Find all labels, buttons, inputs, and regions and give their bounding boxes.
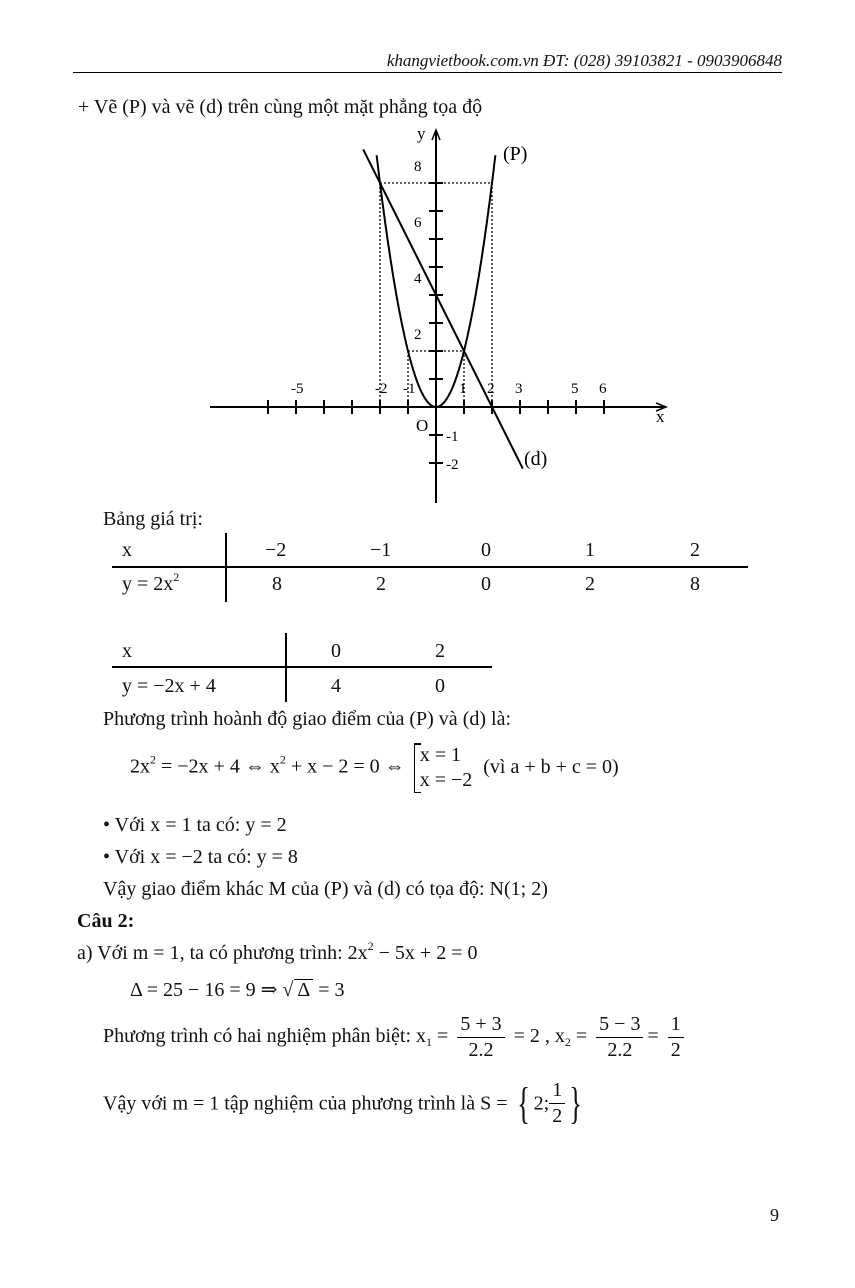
fraction-x2-value xyxy=(668,1014,684,1061)
table-cell: 1 xyxy=(585,539,595,561)
solution-set-line xyxy=(103,1080,586,1127)
delta-line: Δ = 25 − 16 = 9 ⇒ √ Δ = 3 xyxy=(130,979,345,1001)
table-divider xyxy=(225,533,227,602)
origin-label: O xyxy=(416,416,429,435)
y-tick-label: -2 xyxy=(446,457,459,473)
x-tick-label: -5 xyxy=(291,381,304,397)
sqrt-radicand: Δ xyxy=(294,979,313,1000)
eq-part: = −2x + 4 ⇔ x xyxy=(156,755,280,778)
fraction-x1 xyxy=(457,1014,504,1061)
denominator: 2.2 xyxy=(468,1039,494,1061)
table-cell: 0 xyxy=(435,675,445,697)
conclusion-1: Vậy giao điểm khác M của (P) và (d) có tọa độ: N(1; 2) xyxy=(103,878,548,900)
numerator: 5 − 3 xyxy=(596,1014,643,1038)
part-a-line: a) Với m = 1, ta có phương trình: $2x^2 - 5x + 2 = 0$ xyxy=(77,939,478,964)
x-tick-label: 2 xyxy=(487,381,495,397)
eq-part: 2x xyxy=(130,755,150,778)
x-tick-label: 6 xyxy=(599,381,607,397)
denominator: 2 xyxy=(552,1105,563,1127)
eq-part: + x − 2 = 0 ⇔ xyxy=(285,755,405,778)
solution-1: x = 1 xyxy=(419,744,461,766)
denominator: 2.2 xyxy=(607,1039,633,1061)
intersection-equation: $2x^2 = -2x + 4$ ⇔ $x^2 + x - 2 = 0$ ⇔ x = 1 x = −2 (vì a + b + c = 0) xyxy=(130,744,619,791)
left-brace: { xyxy=(516,1078,530,1128)
parabola-label: (P) xyxy=(503,143,528,165)
text: − 5x + 2 = 0 xyxy=(373,942,478,964)
x-tick-label: 1 xyxy=(459,381,467,397)
table-cell: −2 xyxy=(265,539,287,561)
table-cell: 2 xyxy=(690,539,700,561)
table-cell: 2 xyxy=(376,573,386,595)
table-cell: −1 xyxy=(370,539,392,561)
row-header-y: $y = 2x^2$ xyxy=(122,570,180,595)
eq-note: (vì a + b + c = 0) xyxy=(483,755,619,778)
y-tick-label: 4 xyxy=(414,271,422,287)
y-tick-label: 6 xyxy=(414,215,422,231)
table-cell: 2 xyxy=(435,640,445,662)
numerator: 1 xyxy=(549,1080,565,1104)
table-cell: 4 xyxy=(331,675,341,697)
text: = 3 xyxy=(313,979,345,1001)
header-text: khangvietbook.com.vn ĐT: (028) 39103821 - 0903906848 xyxy=(386,51,782,70)
x-tick-label: -2 xyxy=(375,381,388,397)
x-axis-label: x xyxy=(656,407,665,426)
y-tick-label: 8 xyxy=(414,159,422,175)
y-axis-label: y xyxy=(417,124,426,143)
x-tick-label: -1 xyxy=(403,381,416,397)
row-header-y-text: y = 2x xyxy=(122,573,174,595)
text: Vậy với m = 1 tập nghiệm của phương trình là S = xyxy=(103,1092,513,1115)
table-rule xyxy=(112,666,492,668)
table-divider xyxy=(285,633,287,702)
set-element: 2; xyxy=(533,1092,550,1115)
row-header-x: x xyxy=(122,539,132,561)
line-d xyxy=(363,149,523,468)
row-header-y: y = −2x + 4 xyxy=(122,675,216,697)
coordinate-graph xyxy=(0,0,855,520)
fraction-half xyxy=(549,1080,565,1127)
solution-2: x = −2 xyxy=(419,769,473,791)
numerator: 5 + 3 xyxy=(457,1014,504,1038)
table-cell: 8 xyxy=(690,573,700,595)
page-number: 9 xyxy=(770,1205,779,1225)
intro-text: + Vẽ (P) và vẽ (d) trên cùng một mặt phẳng tọa độ xyxy=(78,96,483,118)
text: = 2 , x xyxy=(513,1025,565,1048)
text: a) Với m = 1, ta có phương trình: 2x xyxy=(77,942,368,964)
table-caption: Bảng giá trị: xyxy=(103,508,203,530)
table-cell: 8 xyxy=(272,573,282,595)
intersection-intro: Phương trình hoành độ giao điểm của (P) và (d) là: xyxy=(103,708,511,730)
right-brace: } xyxy=(569,1078,583,1128)
table-cell: 0 xyxy=(481,539,491,561)
x-tick-label: 5 xyxy=(571,381,579,397)
table-cell: 2 xyxy=(585,573,595,595)
table-rule xyxy=(112,566,748,568)
text: Phương trình có hai nghiệm phân biệt: x xyxy=(103,1025,427,1048)
table-cell: 0 xyxy=(331,640,341,662)
bullet-2: • Với x = −2 ta có: y = 8 xyxy=(103,846,298,868)
x-tick-label: 3 xyxy=(515,381,523,397)
fraction-x2 xyxy=(596,1014,643,1061)
line-label: (d) xyxy=(524,448,548,470)
table-cell: 0 xyxy=(481,573,491,595)
question-2-heading: Câu 2: xyxy=(77,910,135,932)
y-tick-label: 2 xyxy=(414,327,422,343)
y-tick-label: -1 xyxy=(446,429,459,445)
denominator: 2 xyxy=(670,1039,681,1061)
row-header-x: x xyxy=(122,640,132,662)
roots-line: Phương trình có hai nghiệm phân biệt: $x_1$ = $\frac{5 + 3}{2.2}$ = 2 , $x_2$ = $\frac{5 - 3}{2.2}$ = $\frac{1}{2}$ xyxy=(103,1014,688,1061)
numerator: 1 xyxy=(668,1014,684,1038)
bullet-1: • Với x = 1 ta có: y = 2 xyxy=(103,814,287,836)
text: Δ = 25 − 16 = 9 ⇒ xyxy=(130,979,283,1001)
solution-system xyxy=(414,743,473,793)
